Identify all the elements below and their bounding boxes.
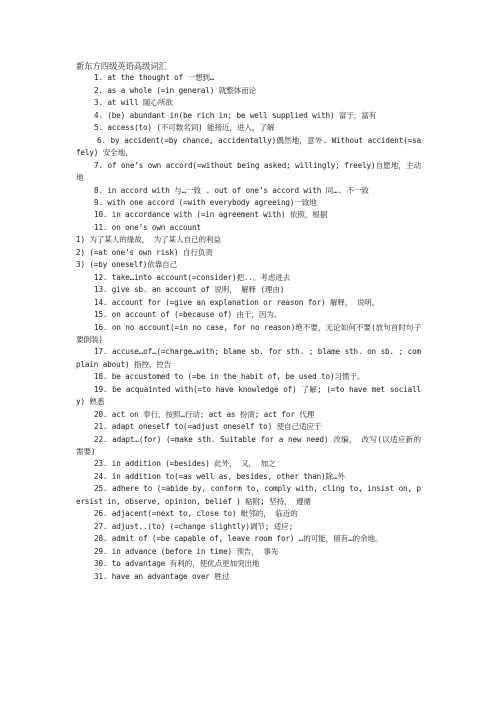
entry-12: 12. take…into account(=consider)把..。考虑进去 xyxy=(94,272,291,282)
entry-10: 10. in accordance with (=in agreement with) 依照，根据 xyxy=(94,210,328,220)
document-title: 新东方四级英语高级词汇 xyxy=(76,61,167,71)
entry-11-sub-1: 1) 为了某人的缘故， 为了某人自己的利益 xyxy=(76,235,221,245)
entry-6: 6. by accident(=by chance, accidentally)偶然地，意外. Without accident(=safely) 安全地， xyxy=(76,135,421,158)
entry-29: 29. in advance (before in time) 预告， 事先 xyxy=(94,546,279,556)
entry-31: 31. have an advantage over 胜过 xyxy=(94,571,230,581)
entry-21: 21. adapt oneself to(=adjust oneself to) 使自己适应于 xyxy=(94,422,322,432)
entry-23: 23. in addition (=besides) 此外， 又， 加之 xyxy=(94,459,276,469)
entry-4: 4. (be) abundant in(be rich in; be well supplied with) 富于，富有 xyxy=(94,110,377,120)
entry-16: 16. on no account(=in no case, for no reason)绝不要，无论如何不要(放句首时句子要倒装) xyxy=(76,322,421,344)
entry-27: 27. adjust..(to) (=change slightly)调节; 适应; xyxy=(94,521,294,531)
entry-17: 17. accuse…of…(=charge…with; blame sb. for sth. ; blame sth. on sb. ; complain about) 指控，控告 xyxy=(76,347,421,369)
entry-9: 9. with one accord (=with everybody agreeing)一致地 xyxy=(94,197,317,207)
entry-26: 26. adjacent(=next to, close to) 毗邻的， 临近的 xyxy=(94,509,298,519)
entry-20: 20. act on 奉行，按照…行动; act as 扮演; act for 代理 xyxy=(94,409,315,419)
entry-14: 14. account for (=give an explanation or reason for) 解释， 说明。 xyxy=(94,297,380,307)
entry-19: 19. be acquainted with(=to have knowledge of) 了解; (=to have met socially) 熟悉 xyxy=(76,384,421,407)
entry-11: 11. on one’s own account xyxy=(94,222,201,232)
entry-18: 18. be accustomed to (=be in the habit of, be used to)习惯于。 xyxy=(94,372,365,382)
entry-7: 7. of one’s own accord(=without being asked; willingly; freely)自愿地，主动地 xyxy=(76,160,421,183)
entry-11-sub-2: 2) (=at one’s own risk) 自行负责 xyxy=(76,247,213,257)
document-page xyxy=(76,60,421,583)
entry-3: 3. at will 随心所欲 xyxy=(94,98,173,108)
entry-30: 30. to advantage 有利的，使优点更加突出地 xyxy=(94,559,260,569)
entry-22: 22. adapt…(for) (=make sth. Suitable for a new need) 改编， 改写(以适应新的需要) xyxy=(76,434,421,457)
entry-5: 5. access(to) (不可数名词) 能接近，进入，了解 xyxy=(94,123,275,133)
entry-11-sub-3: 3) (=by oneself)依靠自己 xyxy=(76,260,178,270)
entry-13: 13. give sb. an account of 说明， 解释 (理由) xyxy=(94,285,285,295)
entry-2: 2. as a whole (=in general) 就整体而论 xyxy=(94,85,257,95)
entry-15: 15. on account of (=because of) 由于，因为。 xyxy=(94,310,282,320)
entry-28: 28. admit of (=be capable of, leave room for) …的可能，留有…的余地。 xyxy=(94,534,383,544)
entry-1: 1. at the thought of 一想到… xyxy=(94,73,215,83)
entry-25: 25. adhere to (=abide by, conform to, comply with, cling to, insist on, persist in, observe, opinion, belief ) 粘附; 坚持， 遵循 xyxy=(76,484,421,506)
entry-24: 24. in addition to(=as well as, besides, other than)除…外 xyxy=(94,471,345,481)
entry-8: 8. in accord with 与…一致 . out of one’s accord with 同…. 不一致 xyxy=(94,185,369,195)
